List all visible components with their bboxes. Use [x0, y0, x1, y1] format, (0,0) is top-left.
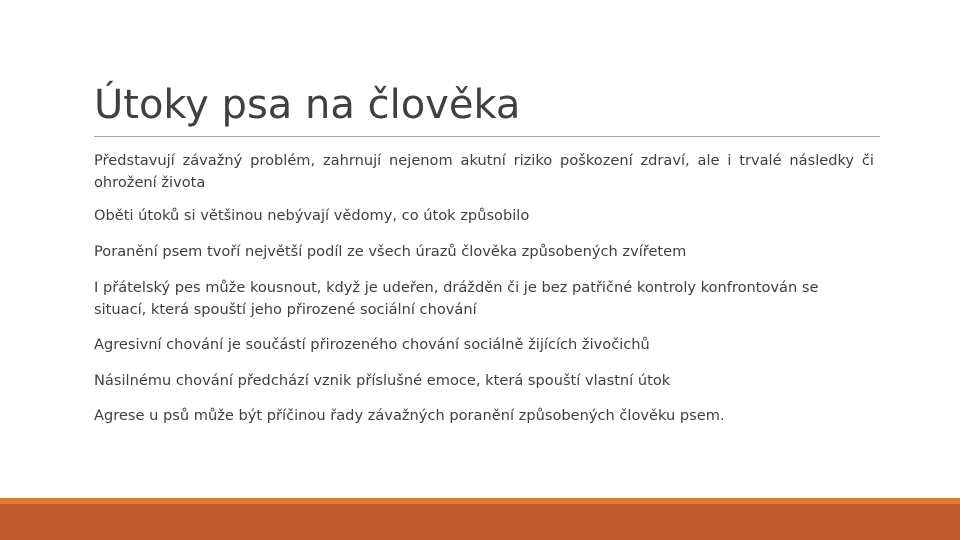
bullet-list: [94, 150, 874, 427]
bullet-item: Agrese u psů může být příčinou řady závažných poranění způsobených člověku psem.: [94, 407, 725, 424]
bullet-item: Poranění psem tvoří největší podíl ze všech úrazů člověka způsobených zvířetem: [94, 243, 687, 260]
footer-band: [0, 498, 960, 540]
bullet-item: Představují závažný problém, zahrnují nejenom akutní riziko poškození zdraví, ale i trvalé následky či ohrožení života: [94, 152, 874, 191]
bullet-item: Oběti útoků si většinou nebývají vědomy, co útok způsobilo: [94, 207, 530, 224]
bullet-item: Násilnému chování předchází vznik příslušné emoce, která spouští vlastní útok: [94, 372, 671, 389]
bullet-item: I přátelský pes může kousnout, když je udeřen, drážděn či je bez patřičné kontroly konfrontován se situací, která spouští jeho přirozené sociální chování: [94, 279, 819, 318]
slide-title: Útoky psa na člověka: [94, 82, 521, 128]
footer-accent-stripe: [0, 498, 960, 504]
title-divider: [94, 136, 880, 137]
bullet-item: Agresivní chování je součástí přirozeného chování sociálně žijících živočichů: [94, 336, 650, 353]
